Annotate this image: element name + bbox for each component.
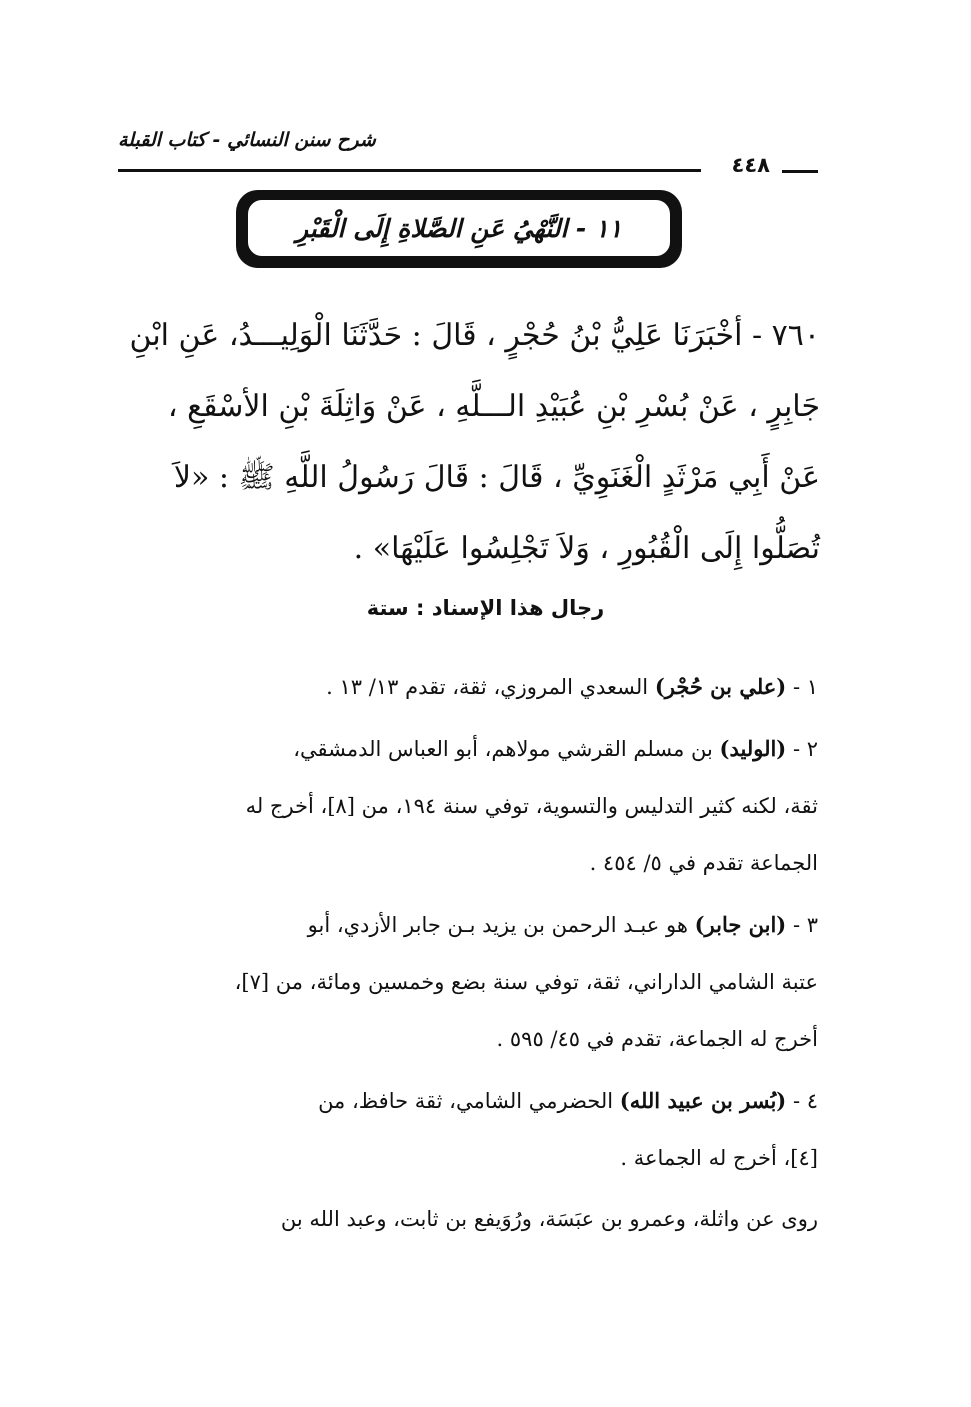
narrator-name: (الوليد)	[719, 736, 787, 761]
entry-number: ٣ -	[792, 913, 818, 937]
narrator-entry	[100, 896, 818, 1068]
entry-number: ٤ -	[792, 1089, 818, 1113]
narrator-entries	[100, 658, 818, 1252]
hadith-line: جَابِرٍ ، عَنْ بُسْرِ بْنِ عُبَيْدِ الـــلَّهِ ، عَنْ وَاثِلَةَ بْنِ الأسْقَعِ ،	[167, 389, 820, 424]
entry-text: هو عبـد الرحمن بن يزيد بـن جابر الأزدي، أبو	[307, 913, 695, 937]
hadith-line: ٧٦٠ - أخْبَرَنَا عَلِيُّ بْنُ حُجْرٍ ، قَالَ : حَدَّثَنَا الْوَلِيـــدُ، عَنِ ابْنِ	[129, 318, 820, 353]
entry-text: الحضرمي الشامي، ثقة حافظ، من	[318, 1089, 620, 1113]
entry-line: [٤]، أخرج له الجماعة .	[620, 1146, 818, 1170]
header-rule	[118, 169, 701, 172]
entry-text: السعدي المروزي، ثقة، تقدم ١٣/ ١٣ .	[326, 675, 655, 699]
entry-line: روى عن واثلة، وعمرو بن عبَسَة، ورُوَيفع بن ثابت، وعبد الله بن	[280, 1207, 818, 1231]
page-number-dash	[782, 170, 818, 173]
narrator-entry	[100, 1072, 818, 1187]
entry-line: أخرج له الجماعة، تقدم في ٤٥/ ٥٩٥ .	[496, 1027, 818, 1051]
narrator-entry	[100, 720, 818, 892]
entry-line: الجماعة تقدم في ٥/ ٤٥٤ .	[589, 851, 818, 875]
hadith-line: تُصَلُّوا إِلَى الْقُبُورِ ، وَلاَ تَجْلِسُوا عَلَيْهَا» .	[353, 531, 820, 566]
narrator-name: (ابن جابر)	[694, 912, 787, 937]
narrator-entry	[100, 1191, 818, 1248]
chapter-title: ١١ - النَّهْيُ عَنِ الصَّلاةِ إِلَى الْقَبْرِ	[295, 213, 623, 243]
chapter-heading-inner	[246, 198, 672, 258]
entry-line	[100, 896, 818, 954]
entry-number: ١ -	[792, 675, 818, 699]
narrator-entry	[100, 658, 818, 716]
entry-line: عتبة الشامي الداراني، ثقة، توفي سنة بضع وخمسين ومائة، من [٧]،	[234, 970, 818, 994]
entry-line	[100, 658, 818, 716]
hadith-text	[98, 300, 820, 584]
entry-number: ٢ -	[792, 737, 818, 761]
chapter-heading-frame	[236, 190, 682, 268]
narrator-name: (بُسر بن عبيد الله)	[619, 1088, 787, 1113]
hadith-line: عَنْ أَبِي مَرْثَدٍ الْغَنَوِيِّ ، قَالَ : قَالَ رَسُولُ اللَّهِ ﷺ : «لاَ	[173, 460, 820, 495]
running-header-title: شرح سنن النسائي - كتاب القبلة	[118, 129, 376, 151]
running-header	[118, 125, 818, 177]
entry-line	[100, 720, 818, 778]
entry-text: بن مسلم القرشي مولاهم، أبو العباس الدمشقي،	[293, 737, 720, 761]
narrator-name: (علي بن حُجْر)	[654, 674, 787, 699]
entry-line: ثقة، لكنه كثير التدليس والتسوية، توفي سنة ١٩٤، من [٨]، أخرج له	[245, 794, 818, 818]
page-number: ٤٤٨	[731, 153, 770, 177]
entry-line	[100, 1072, 818, 1130]
section-heading: رجال هذا الإسناد : ستة	[366, 596, 605, 620]
